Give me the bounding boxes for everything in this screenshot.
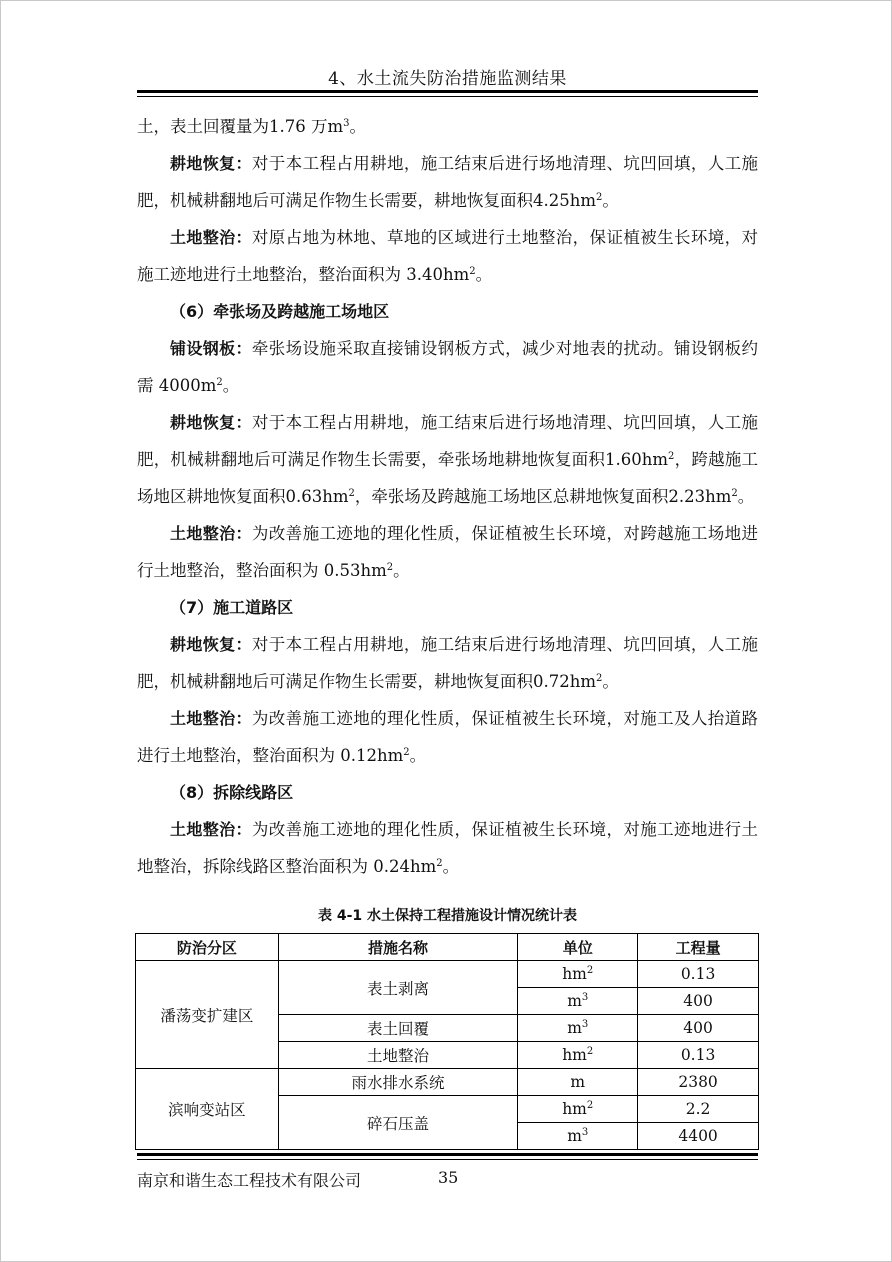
measure-cell: 土地整治 (278, 1042, 518, 1069)
unit-cell: $hm^2$ (518, 961, 638, 988)
paragraph-farmland-restoration: 耕地恢复：对于本工程占用耕地，施工结束后进行场地清理、坑凹回填，人工施肥，机械耕翻地后可满足作物生长需要，耕地恢复面积$0.72hm^2$。 (137, 635, 758, 691)
keyword: 耕地恢复： (170, 154, 252, 173)
table-header-row (136, 934, 759, 961)
body-text (137, 108, 758, 885)
unit-cell: $m^3$ (518, 988, 638, 1015)
measure-cell: 表土剥离 (278, 961, 518, 1015)
header-cell: 防治分区 (136, 934, 279, 961)
section-heading: （6）牵张场及跨越施工场地区 (170, 302, 390, 321)
table-row (136, 1069, 759, 1096)
keyword: 土地整治： (170, 228, 252, 247)
quantity-cell: 2.2 (638, 1096, 759, 1123)
measure-cell: 碎石压盖 (278, 1096, 518, 1150)
unit-cell: $hm^2$ (518, 1096, 638, 1123)
table-caption: 表 4-1 水土保持工程措施设计情况统计表 (317, 908, 578, 924)
keyword: 铺设钢板： (170, 339, 252, 358)
table-row (136, 961, 759, 988)
quantity-cell: 0.13 (638, 961, 759, 988)
keyword: 土地整治： (170, 820, 252, 839)
paragraph-land-remediation: 土地整治：为改善施工迹地的理化性质，保证植被生长环境，对施工迹地进行土地整治，拆除线路区整治面积为 $0.24hm^2$。 (137, 820, 758, 876)
keyword: 耕地恢复： (170, 413, 252, 432)
footer-rule-thick (137, 1153, 758, 1156)
quantity-cell: 4400 (638, 1123, 759, 1150)
quantity-cell: 400 (638, 1015, 759, 1042)
paragraph-farmland-restoration: 耕地恢复：对于本工程占用耕地，施工结束后进行场地清理、坑凹回填，人工施肥，机械耕翻地后可满足作物生长需要，牵张场地耕地恢复面积$1.60hm^2$，跨越施工场地区耕地恢复面积$0.63hm^2$，牵张场及跨越施工场地区总耕地恢复面积$2.23hm^2$。 (137, 413, 758, 506)
measures-table (135, 933, 759, 1150)
paragraph-steel-plate: 铺设钢板：牵张场设施采取直接铺设钢板方式，减少对地表的扰动。铺设钢板约需 $4000m^2$。 (137, 339, 758, 395)
quantity-cell: 400 (638, 988, 759, 1015)
paragraph-land-remediation: 土地整治：为改善施工迹地的理化性质，保证植被生长环境，对跨越施工场地进行土地整治，整治面积为 $0.53hm^2$。 (137, 524, 758, 580)
paragraph: 土，表土回覆量为1.76 万$m^3$。 (137, 117, 367, 136)
unit-cell: $m^3$ (518, 1123, 638, 1150)
measure-cell: 雨水排水系统 (278, 1069, 518, 1096)
measure-cell: 表土回覆 (278, 1015, 518, 1042)
header-rule-thin (137, 96, 758, 97)
footer-company: 南京和谐生态工程技术有限公司 (137, 1171, 362, 1190)
unit-cell: $m^3$ (518, 1015, 638, 1042)
header-cell: 工程量 (638, 934, 759, 961)
section-heading: （7）施工道路区 (170, 598, 294, 617)
header-cell: 单位 (518, 934, 638, 961)
paragraph-land-remediation: 土地整治：为改善施工迹地的理化性质，保证植被生长环境，对施工及人抬道路进行土地整治，整治面积为 $0.12hm^2$。 (137, 709, 758, 765)
paragraph-land-remediation: 土地整治：对原占地为林地、草地的区域进行土地整治，保证植被生长环境，对施工迹地进行土地整治，整治面积为 $3.40hm^2$。 (137, 228, 758, 284)
unit-cell: m (518, 1069, 638, 1096)
page-number: 35 (438, 1168, 459, 1187)
page-header-title: 4、水土流失防治措施监测结果 (328, 69, 567, 89)
keyword: 土地整治： (170, 524, 252, 543)
zone-cell: 滨响变站区 (136, 1069, 279, 1150)
section-heading: （8）拆除线路区 (170, 783, 294, 802)
keyword: 土地整治： (170, 709, 252, 728)
zone-cell: 潘荡变扩建区 (136, 961, 279, 1069)
quantity-cell: 2380 (638, 1069, 759, 1096)
quantity-cell: 0.13 (638, 1042, 759, 1069)
header-cell: 措施名称 (278, 934, 518, 961)
footer-rule-thin (137, 1159, 758, 1160)
paragraph-farmland-restoration: 耕地恢复：对于本工程占用耕地，施工结束后进行场地清理、坑凹回填，人工施肥，机械耕翻地后可满足作物生长需要，耕地恢复面积$4.25hm^2$。 (137, 154, 758, 210)
keyword: 耕地恢复： (170, 635, 252, 654)
header-rule-thick (137, 90, 758, 93)
unit-cell: $hm^2$ (518, 1042, 638, 1069)
